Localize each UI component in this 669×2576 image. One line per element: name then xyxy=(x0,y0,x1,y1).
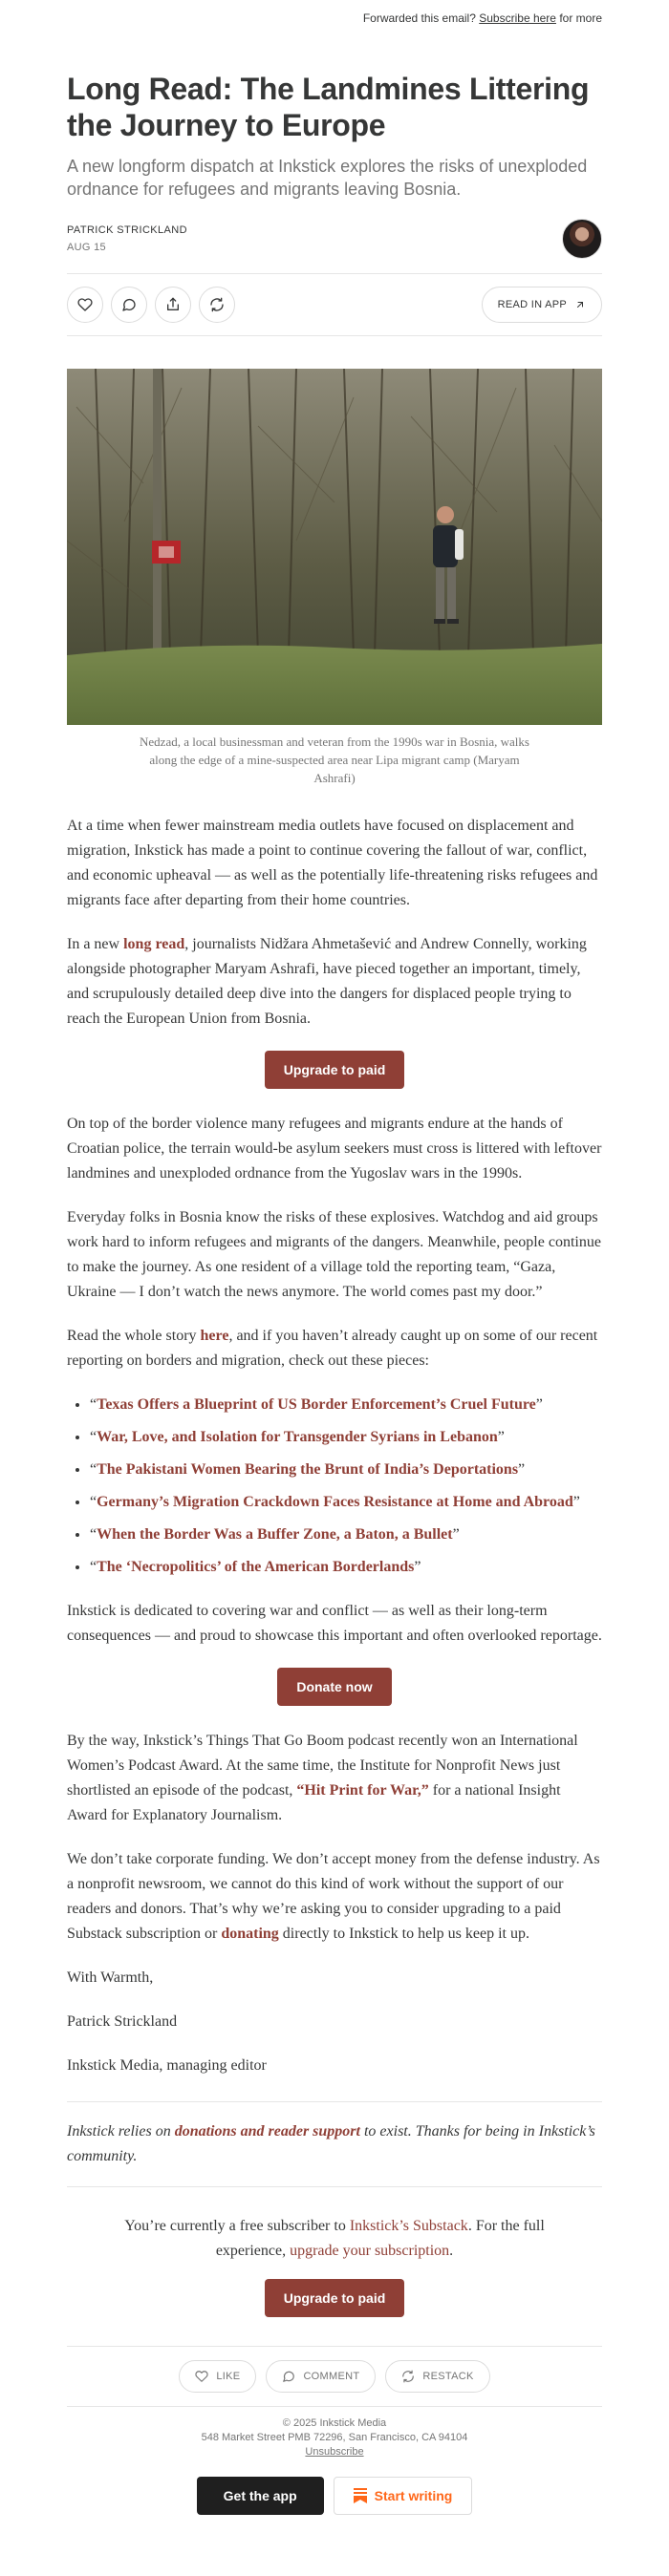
comment-icon xyxy=(282,2370,295,2383)
quote-close: ” xyxy=(414,1559,421,1575)
footer-restack-button[interactable] xyxy=(385,2360,489,2393)
email-container xyxy=(67,0,602,2534)
comment-icon xyxy=(121,297,137,312)
here-link[interactable]: here xyxy=(200,1328,229,1344)
donate-now-button[interactable]: Donate now xyxy=(277,1668,391,1706)
forward-prefix: Forwarded this email? xyxy=(362,11,476,25)
restack-label: RESTACK xyxy=(422,2371,474,2382)
quote-close: ” xyxy=(518,1461,526,1478)
arrow-up-right-icon xyxy=(574,299,586,310)
text-span: for a national Insight Award for Explanatory Journalism. xyxy=(67,1782,561,1823)
text-span: , and if you haven’t already caught up on some of our recent reporting on borders and migration, check out these pieces: xyxy=(67,1328,598,1369)
list-item[interactable] xyxy=(90,1522,602,1547)
substack-link[interactable]: Inkstick’s Substack xyxy=(349,2218,468,2234)
like-label: LIKE xyxy=(216,2371,241,2382)
byline xyxy=(67,218,602,260)
upgrade-to-paid-button[interactable]: Upgrade to paid xyxy=(265,1051,405,1089)
subscription-notice xyxy=(96,2214,573,2264)
story-link[interactable]: When the Border Was a Buffer Zone, a Baton, a Bullet xyxy=(97,1526,453,1543)
post-subtitle: A new longform dispatch at Inkstick explores the risks of unexploded ordnance for refugees and migrants leaving Bosnia. xyxy=(67,157,588,199)
quote-open: “ xyxy=(90,1494,97,1510)
upgrade-button-row xyxy=(67,1051,602,1089)
text-span: to exist. Thanks for being in Inkstick’s community. xyxy=(67,2123,595,2164)
text-span: Read the whole story xyxy=(67,1328,201,1344)
quote-open: “ xyxy=(90,1461,97,1478)
list-item[interactable] xyxy=(90,1555,602,1580)
text-span: By the way, Inkstick’s Things That Go Boom podcast recently won an International Women’s Podcast Award. At the same time, the Institute for Nonprofit News just shortlisted an episode of the podcast, xyxy=(67,1733,578,1799)
story-link[interactable]: War, Love, and Isolation for Transgender Syrians in Lebanon xyxy=(97,1429,498,1445)
comment-button[interactable] xyxy=(111,287,147,323)
donations-link[interactable]: donations and reader support xyxy=(174,2123,360,2140)
paragraph-funding xyxy=(67,1847,602,1947)
address: 548 Market Street PMB 72296, San Francisco, CA 94104 xyxy=(201,2432,468,2443)
quote-close: ” xyxy=(572,1494,580,1510)
story-link[interactable]: The ‘Necropolitics’ of the American Borderlands xyxy=(97,1559,415,1575)
text-span: Inkstick relies on xyxy=(67,2123,175,2140)
signature-title: Inkstick Media, managing editor xyxy=(67,2057,267,2074)
upgrade-subscription-link[interactable]: upgrade your subscription xyxy=(290,2243,450,2259)
author-block xyxy=(67,224,187,253)
quote-open: “ xyxy=(90,1429,97,1445)
text-span: . xyxy=(449,2243,454,2259)
like-button[interactable] xyxy=(67,287,103,323)
start-writing-button[interactable] xyxy=(334,2477,473,2515)
restack-button[interactable] xyxy=(199,287,235,323)
heart-icon xyxy=(77,297,93,312)
upgrade-button-row-2 xyxy=(67,2279,602,2317)
subscribe-link[interactable]: Subscribe here xyxy=(479,11,556,25)
text-span: We don’t take corporate funding. We don’t accept money from the defense industry. As a nonprofit newsroom, we cannot do this kind of work without the support of our readers and donors. That’s why we’re asking you to consider upgrading to a paid Substack subscription or xyxy=(67,1851,600,1942)
post-date: AUG 15 xyxy=(67,242,106,253)
story-link[interactable]: The Pakistani Women Bearing the Brunt of India’s Deportations xyxy=(97,1461,519,1478)
long-read-link[interactable]: long read xyxy=(123,936,185,952)
quote-open: “ xyxy=(90,1559,97,1575)
post-actions xyxy=(67,274,602,335)
substack-icon xyxy=(354,2488,367,2503)
stories-list xyxy=(67,1393,602,1580)
paragraph-dedicated: Inkstick is dedicated to covering war and conflict — as well as their long-term consequences — and proud to showcase this important and often overlooked reportage. xyxy=(67,1603,602,1644)
paragraph-intro: At a time when fewer mainstream media outlets have focused on displacement and migration, Inkstick has made a point to continue covering the fallout of war, conflict, and economic upheaval — as well as the potentially life-threatening risks refugees and migrants face after departing from their home countries. xyxy=(67,818,598,908)
quote-open: “ xyxy=(90,1396,97,1413)
divider xyxy=(67,335,602,336)
story-link[interactable]: Texas Offers a Blueprint of US Border Enforcement’s Cruel Future xyxy=(97,1396,536,1413)
signature-name: Patrick Strickland xyxy=(67,2013,178,2030)
footer-info xyxy=(67,2407,602,2459)
hero-photo[interactable] xyxy=(67,369,602,725)
donating-link[interactable]: donating xyxy=(221,1926,279,1942)
author-avatar[interactable] xyxy=(562,219,602,259)
footer-like-button[interactable] xyxy=(179,2360,256,2393)
paragraph-podcast xyxy=(67,1729,602,1828)
list-item[interactable] xyxy=(90,1490,602,1515)
comment-label: COMMENT xyxy=(303,2371,360,2382)
text-span: . For the full experience, xyxy=(215,2218,545,2259)
share-button[interactable] xyxy=(155,287,191,323)
get-the-app-button[interactable]: Get the app xyxy=(197,2477,324,2515)
share-icon xyxy=(165,297,181,312)
paragraph-read-story xyxy=(67,1324,602,1373)
read-in-app-label: READ IN APP xyxy=(497,299,567,310)
start-writing-label: Start writing xyxy=(374,2488,453,2503)
copyright: © 2025 Inkstick Media xyxy=(282,2417,387,2429)
text-span: In a new xyxy=(67,936,124,952)
quote-close: ” xyxy=(535,1396,543,1413)
restack-icon xyxy=(209,297,225,312)
text-span: You’re currently a free subscriber to xyxy=(124,2218,350,2234)
list-item[interactable] xyxy=(90,1458,602,1482)
divider xyxy=(67,2186,602,2187)
post-actions-left xyxy=(67,287,235,323)
restack-icon xyxy=(401,2370,415,2383)
quote-open: “ xyxy=(90,1526,97,1543)
forward-notice xyxy=(67,0,602,36)
list-item[interactable] xyxy=(90,1425,602,1450)
footer-comment-button[interactable] xyxy=(266,2360,376,2393)
unsubscribe-link[interactable]: Unsubscribe xyxy=(305,2446,364,2458)
donate-button-row xyxy=(67,1668,602,1706)
quote-close: ” xyxy=(452,1526,460,1543)
upgrade-to-paid-button-2[interactable]: Upgrade to paid xyxy=(265,2279,405,2317)
hit-print-for-war-link[interactable]: “Hit Print for War,” xyxy=(296,1782,429,1799)
footer-actions xyxy=(67,2360,602,2393)
text-span: , journalists Nidžara Ahmetašević and Andrew Connelly, working alongside photographer Maryam Ashrafi, have pieced together an important, timely, and scrupulously detailed deep dive into the dangers for displaced people trying to reach the European Union from Bosnia. xyxy=(67,936,587,1027)
author-name[interactable]: PATRICK STRICKLAND xyxy=(67,224,187,236)
paragraph-long-read xyxy=(67,932,602,1032)
photo-caption: Nedzad, a local businessman and veteran from the 1990s war in Bosnia, walks along the edge of a mine-suspected area near Lipa migrant camp (Maryam Ashrafi) xyxy=(140,734,529,785)
text-span: directly to Inkstick to help us keep it up. xyxy=(278,1926,529,1942)
support-note xyxy=(67,2102,602,2186)
heart-icon xyxy=(195,2370,208,2383)
forward-suffix: for more xyxy=(559,11,602,25)
story-link[interactable]: Germany’s Migration Crackdown Faces Resistance at Home and Abroad xyxy=(97,1494,573,1510)
list-item[interactable] xyxy=(90,1393,602,1417)
read-in-app-button[interactable] xyxy=(482,287,602,323)
post-title[interactable]: Long Read: The Landmines Littering the Journey to Europe xyxy=(67,72,590,142)
quote-close: ” xyxy=(497,1429,505,1445)
paragraph-everyday-folks: Everyday folks in Bosnia know the risks of these explosives. Watchdog and aid groups work hard to inform refugees and migrants of the dangers. Meanwhile, people continue to make the journey. As one resident of a village told the reporting team, “Gaza, Ukraine — I don’t watch the news anymore. The world comes past my door.” xyxy=(67,1209,601,1300)
app-row xyxy=(67,2477,602,2515)
sign-off: With Warmth, xyxy=(67,1969,154,1986)
paragraph-border-violence: On top of the border violence many refugees and migrants endure at the hands of Croatian police, the terrain would-be asylum seekers must cross is littered with leftover landmines and unexploded ordnance from the Yugoslav wars in the 1990s. xyxy=(67,1116,602,1182)
